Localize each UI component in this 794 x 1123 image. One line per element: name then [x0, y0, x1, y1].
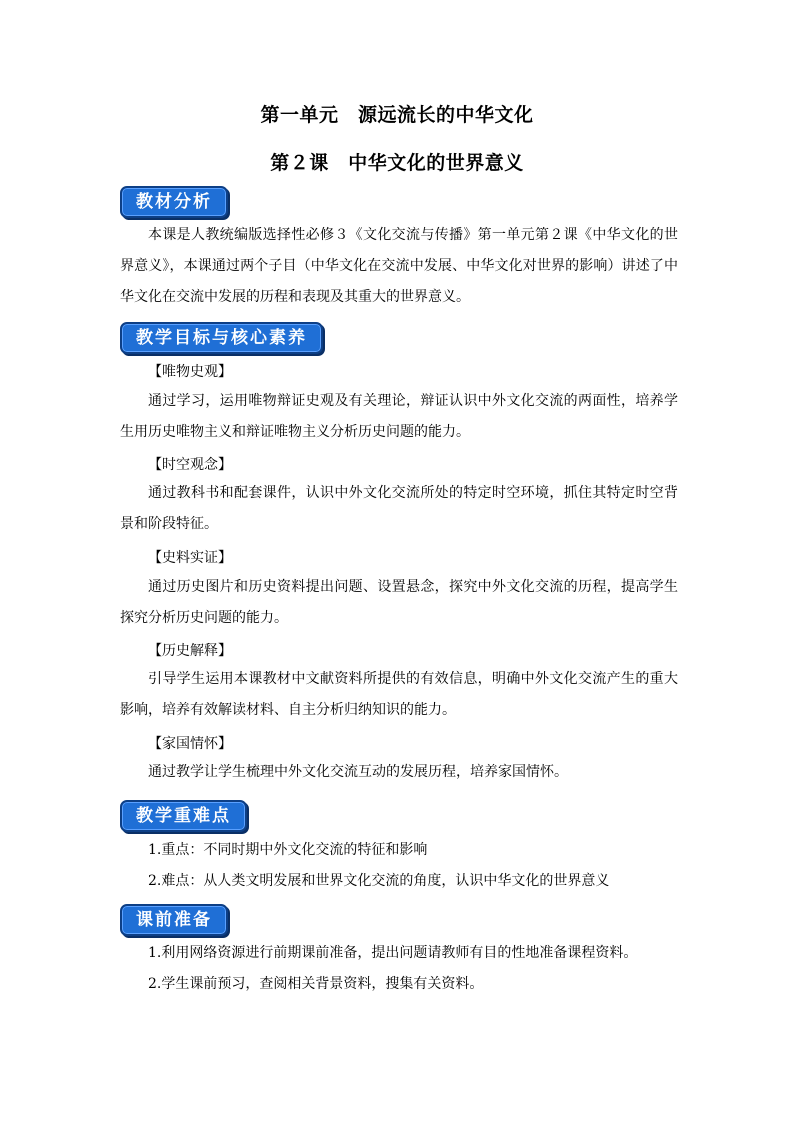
goal-heading-evidence: 【史料实证】	[148, 550, 232, 566]
section-badge-analysis: 教材分析	[120, 186, 228, 218]
goal-heading-spacetime: 【时空观念】	[148, 457, 232, 473]
goal-heading-materialism: 【唯物史观】	[148, 364, 232, 380]
section-badge-goals: 教学目标与核心素养	[120, 322, 323, 354]
goal-heading-patriotism: 【家国情怀】	[148, 736, 232, 752]
keypoint-item: 2.难点：从人类文明发展和世界文化交流的角度，认识中华文化的世界意义	[148, 873, 610, 889]
lesson-title: 第２课 中华文化的世界意义	[270, 152, 524, 174]
prep-item: 2.学生课前预习，查阅相关背景资料，搜集有关资料。	[148, 976, 484, 992]
analysis-paragraph: 本课是人教统编版选择性必修３《文化交流与传播》第一单元第２课《中华文化的世界意义》，本课通过两个子目（中华文化在交流中发展、中华文化对世界的影响）讲述了中华文化在交流中发展的历程和表现及其重大的世界意义。	[120, 227, 678, 305]
goal-text-evidence: 通过历史图片和历史资料提出问题、设置悬念，探究中外文化交流的历程，提高学生探究分析历史问题的能力。	[120, 579, 678, 626]
goal-text-interpretation: 引导学生运用本课教材中文献资料所提供的有效信息，明确中外文化交流产生的重大影响，培养有效解读材料、自主分析归纳知识的能力。	[120, 671, 678, 718]
keypoint-item: 1.重点：不同时期中外文化交流的特征和影响	[148, 842, 428, 858]
unit-title: 第一单元 源远流长的中华文化	[260, 104, 534, 126]
goal-text-patriotism: 通过教学让学生梳理中外文化交流互动的发展历程，培养家国情怀。	[148, 764, 568, 780]
section-badge-keypoints: 教学重难点	[120, 800, 247, 832]
section-badge-prep: 课前准备	[120, 904, 228, 936]
prep-item: 1.利用网络资源进行前期课前准备，提出问题请教师有目的性地准备课程资料。	[148, 945, 638, 961]
goal-text-materialism: 通过学习，运用唯物辩证史观及有关理论，辩证认识中外文化交流的两面性，培养学生用历史唯物主义和辩证唯物主义分析历史问题的能力。	[120, 393, 678, 440]
goal-heading-interpretation: 【历史解释】	[148, 643, 232, 659]
goal-text-spacetime: 通过教科书和配套课件，认识中外文化交流所处的特定时空环境，抓住其特定时空背景和阶段特征。	[120, 485, 678, 532]
